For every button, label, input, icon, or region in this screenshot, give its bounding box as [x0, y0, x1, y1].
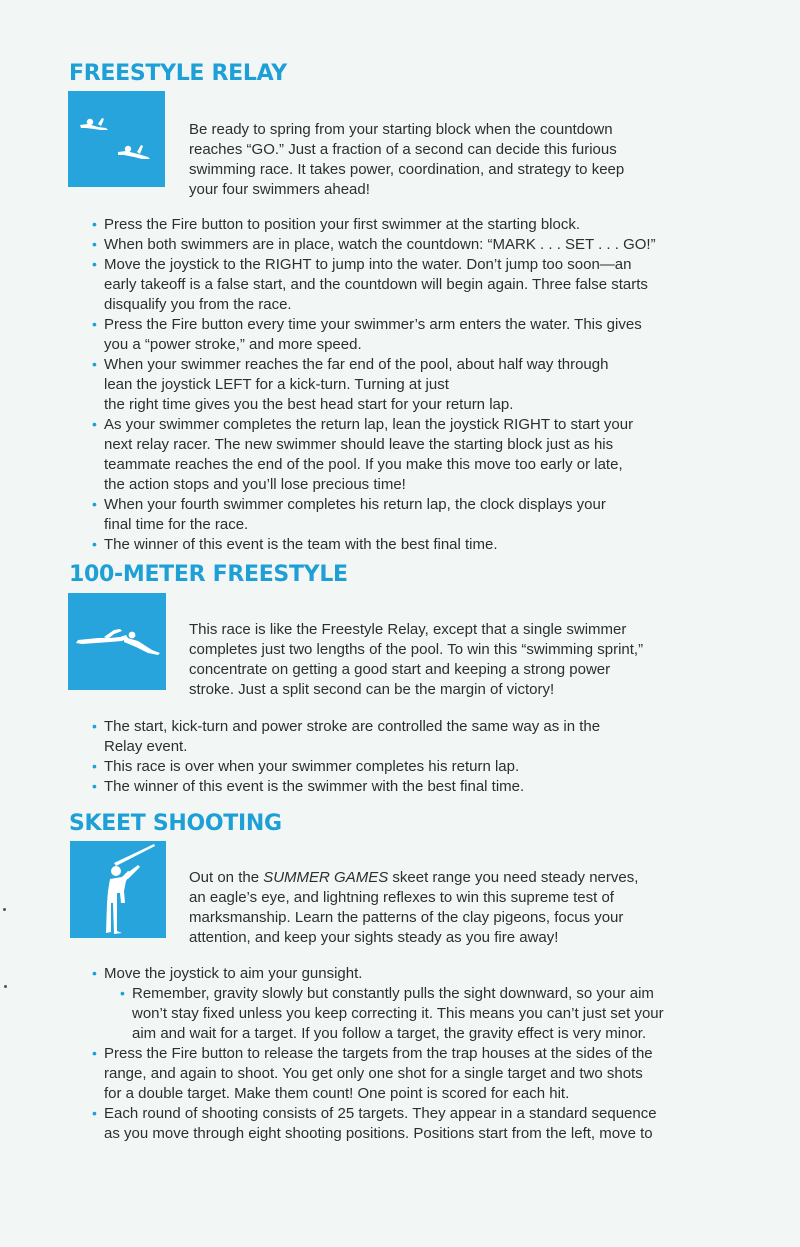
intro-line: completes just two lengths of the pool. To win this “swimming sprint,” — [189, 641, 644, 658]
list-item-line: • Press the Fire button every time your swimmer’s arm enters the water. This gives — [104, 316, 642, 333]
section-title-100m-freestyle: 100-METER FREESTYLE — [69, 562, 348, 587]
intro-line: attention, and keep your sights steady as you fire away! — [189, 929, 559, 946]
list-item — [104, 315, 744, 355]
list-item — [104, 215, 744, 235]
list-item-line: lean the joystick LEFT for a kick-turn. Turning at just — [104, 376, 449, 393]
intro-line: concentrate on getting a good start and keeping a strong power — [189, 661, 611, 678]
list-item-line: • When your fourth swimmer completes his return lap, the clock displays your — [104, 496, 606, 513]
list-item-line: disqualify you from the race. — [104, 296, 292, 313]
list-item — [104, 355, 744, 415]
intro-text: Out on the — [189, 869, 264, 886]
list-item — [104, 255, 744, 315]
list-item-line: • Move the joystick to aim your gunsight. — [104, 965, 363, 982]
swimmer-icon — [68, 593, 166, 690]
list-item — [104, 1104, 744, 1144]
list-item — [104, 777, 744, 797]
intro-line: This race is like the Freestyle Relay, except that a single swimmer — [189, 621, 627, 638]
intro-line: stroke. Just a split second can be the margin of victory! — [189, 681, 555, 698]
relay-intro — [189, 120, 709, 200]
list-item-line: you a “power stroke,” and more speed. — [104, 336, 362, 353]
intro-line: an eagle’s eye, and lightning reflexes to win this supreme test of — [189, 889, 614, 906]
list-item-line: • Remember, gravity slowly but constantly pulls the sight downward, so your aim — [132, 985, 654, 1002]
intro-line: marksmanship. Learn the patterns of the clay pigeons, focus your — [189, 909, 624, 926]
section-title-skeet-shooting: SKEET SHOOTING — [69, 811, 282, 836]
list-item-line: teammate reaches the end of the pool. If you make this move too early or late, — [104, 456, 623, 473]
sub-list-item — [132, 984, 744, 1044]
list-item — [104, 415, 744, 495]
intro-line — [189, 868, 709, 888]
list-item — [104, 964, 744, 984]
list-item-line: • The winner of this event is the swimmer with the best final time. — [104, 778, 525, 795]
list-item-line: • The start, kick-turn and power stroke are controlled the same way as in the — [104, 718, 601, 735]
list-item — [104, 717, 744, 757]
freestyle-instructions-list — [104, 717, 744, 797]
intro-line: reaches “GO.” Just a fraction of a second can decide this furious — [189, 141, 617, 158]
list-item-line: • This race is over when your swimmer completes his return lap. — [104, 758, 520, 775]
list-item — [104, 495, 744, 535]
intro-line: Be ready to spring from your starting block when the countdown — [189, 121, 613, 138]
game-title-emphasis: SUMMER GAMES — [263, 869, 389, 886]
list-item-line: • When both swimmers are in place, watch the countdown: “MARK . . . SET . . . GO!” — [104, 236, 656, 253]
list-item-line: for a double target. Make them count! One point is scored for each hit. — [104, 1085, 570, 1102]
two-swimmers-icon — [68, 91, 165, 187]
skeet-intro — [189, 868, 709, 948]
intro-line: your four swimmers ahead! — [189, 181, 370, 198]
paper-speck — [3, 908, 6, 911]
relay-instructions-list — [104, 215, 744, 555]
list-item-line: • When your swimmer reaches the far end of the pool, about half way through — [104, 356, 609, 373]
list-item-line: • Move the joystick to the RIGHT to jump into the water. Don’t jump too soon—an — [104, 256, 632, 273]
list-item-line: • Each round of shooting consists of 25 targets. They appear in a standard sequence — [104, 1105, 657, 1122]
list-item-line: Relay event. — [104, 738, 188, 755]
intro-text: skeet range you need steady nerves, — [388, 869, 639, 886]
list-item-line: the right time gives you the best head start for your return lap. — [104, 396, 514, 413]
list-item-line: won’t stay fixed unless you keep correcting it. This means you can’t just set your — [132, 1005, 664, 1022]
list-item — [104, 1044, 744, 1104]
freestyle-intro — [189, 620, 709, 700]
shooter-icon — [70, 841, 166, 938]
list-item-line: aim and wait for a target. If you follow a target, the gravity effect is very minor. — [132, 1025, 647, 1042]
section-title-freestyle-relay: FREESTYLE RELAY — [69, 61, 287, 86]
skeet-instructions-list — [104, 964, 744, 1144]
list-item-line: • Press the Fire button to release the targets from the trap houses at the sides of the — [104, 1045, 653, 1062]
list-item-line: next relay racer. The new swimmer should leave the starting block just as his — [104, 436, 614, 453]
list-item — [104, 757, 744, 777]
list-item-line: as you move through eight shooting positions. Positions start from the left, move to — [104, 1125, 653, 1142]
paper-speck — [4, 985, 7, 988]
list-item-line: the action stops and you’ll lose precious time! — [104, 476, 406, 493]
intro-line: swimming race. It takes power, coordination, and strategy to keep — [189, 161, 625, 178]
list-item-line: final time for the race. — [104, 516, 249, 533]
list-item-line: early takeoff is a false start, and the countdown will begin again. Three false starts — [104, 276, 648, 293]
list-item-line: • Press the Fire button to position your first swimmer at the starting block. — [104, 216, 581, 233]
list-item-line: • The winner of this event is the team with the best final time. — [104, 536, 498, 553]
list-item — [104, 235, 744, 255]
list-item-line: • As your swimmer completes the return lap, lean the joystick RIGHT to start your — [104, 416, 634, 433]
list-item — [104, 535, 744, 555]
list-item-line: range, and again to shoot. You get only one shot for a single target and two shots — [104, 1065, 643, 1082]
